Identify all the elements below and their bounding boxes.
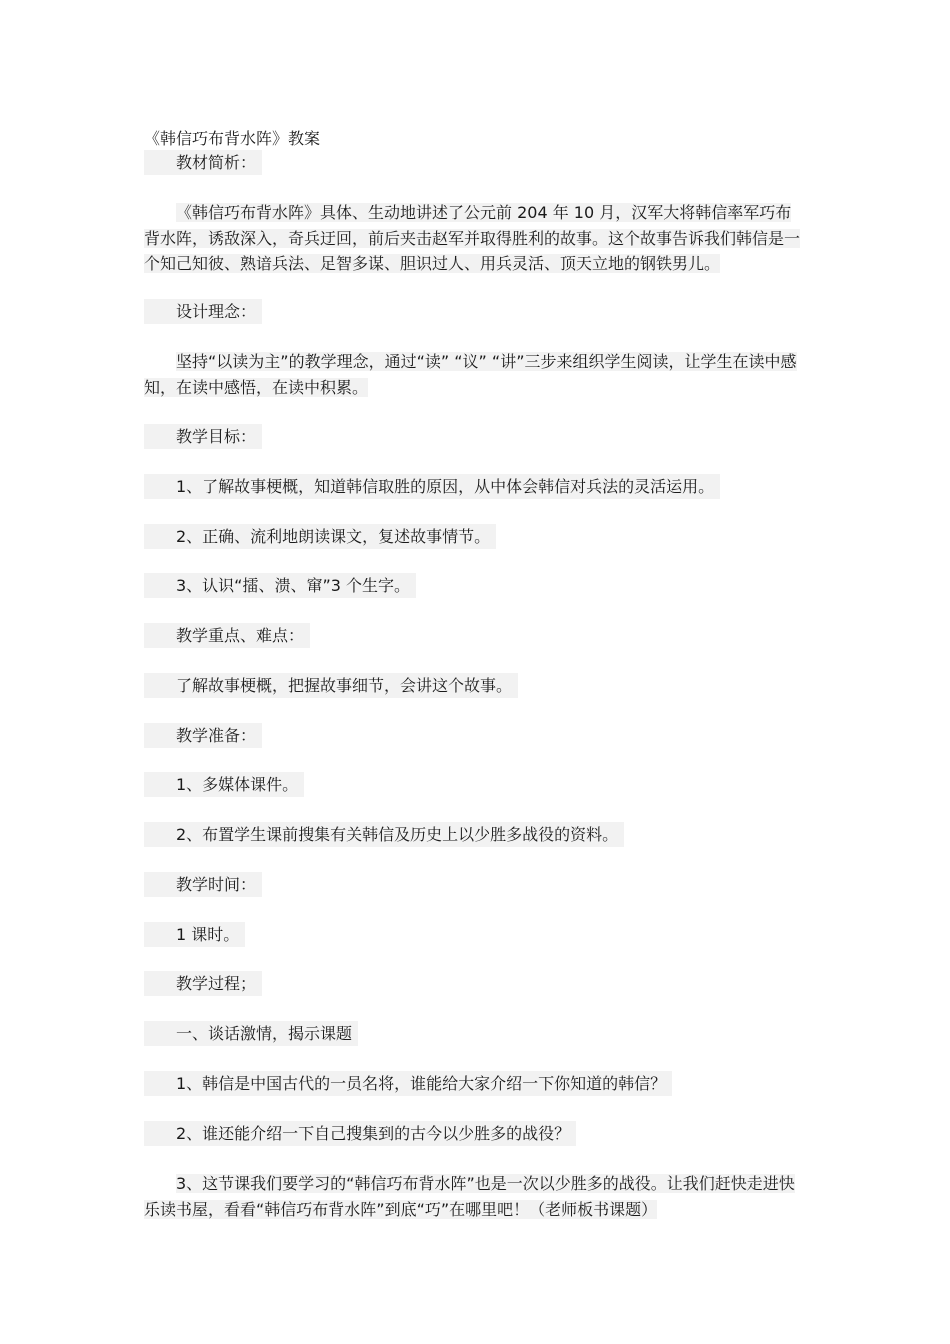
heading-key-points: 教学重点、难点： (144, 623, 310, 648)
heading-preparation: 教学准备： (144, 723, 262, 748)
preparation-item-1: 1、多媒体课件。 (144, 772, 304, 797)
heading-textbook-analysis: 教材简析： (144, 150, 262, 175)
document-title: 《韩信巧布背水阵》教案 (144, 129, 321, 148)
preparation-item-2: 2、布置学生课前搜集有关韩信及历史上以少胜多战役的资料。 (144, 822, 624, 847)
heading-teaching-process: 教学过程； (144, 971, 262, 996)
process-item-1: 1、韩信是中国古代的一员名将，谁能给大家介绍一下你知道的韩信？ (144, 1071, 672, 1096)
heading-teaching-goals: 教学目标： (144, 424, 262, 449)
process-item-3: 3、这节课我们要学习的“韩信巧布背水阵”也是一次以少胜多的战役。让我们赶快走进快乐读书屋，看看“韩信巧布背水阵”到底“巧”在哪里吧！（老师板书课题） (144, 1174, 795, 1219)
goal-item-3: 3、认识“擂、溃、窜”3 个生字。 (144, 573, 416, 598)
paragraph-textbook-analysis: 《韩信巧布背水阵》具体、生动地讲述了公元前 204 年 10 月，汉军大将韩信率军巧布背水阵，诱敌深入，奇兵迂回，前后夹击赵军并取得胜利的故事。这个故事告诉我们韩信是一个知己知彼、熟谙兵法、足智多谋、胆识过人、用兵灵活、顶天立地的钢铁男儿。 (144, 203, 801, 273)
key-points-text: 了解故事梗概，把握故事细节，会讲这个故事。 (144, 673, 518, 698)
heading-teaching-time: 教学时间： (144, 872, 262, 897)
goal-item-2: 2、正确、流利地朗读课文，复述故事情节。 (144, 524, 496, 549)
process-section-1: 一、谈话激情，揭示课题 (144, 1021, 358, 1046)
teaching-time-text: 1 课时。 (144, 922, 245, 947)
goal-item-1: 1、了解故事梗概，知道韩信取胜的原因，从中体会韩信对兵法的灵活运用。 (144, 474, 720, 499)
heading-design-concept: 设计理念： (144, 299, 262, 324)
process-item-2: 2、谁还能介绍一下自己搜集到的古今以少胜多的战役？ (144, 1121, 576, 1146)
paragraph-design-concept: 坚持“以读为主”的教学理念，通过“读” “议” “讲”三步来组织学生阅读，让学生在读中感知，在读中感悟，在读中积累。 (144, 352, 797, 397)
